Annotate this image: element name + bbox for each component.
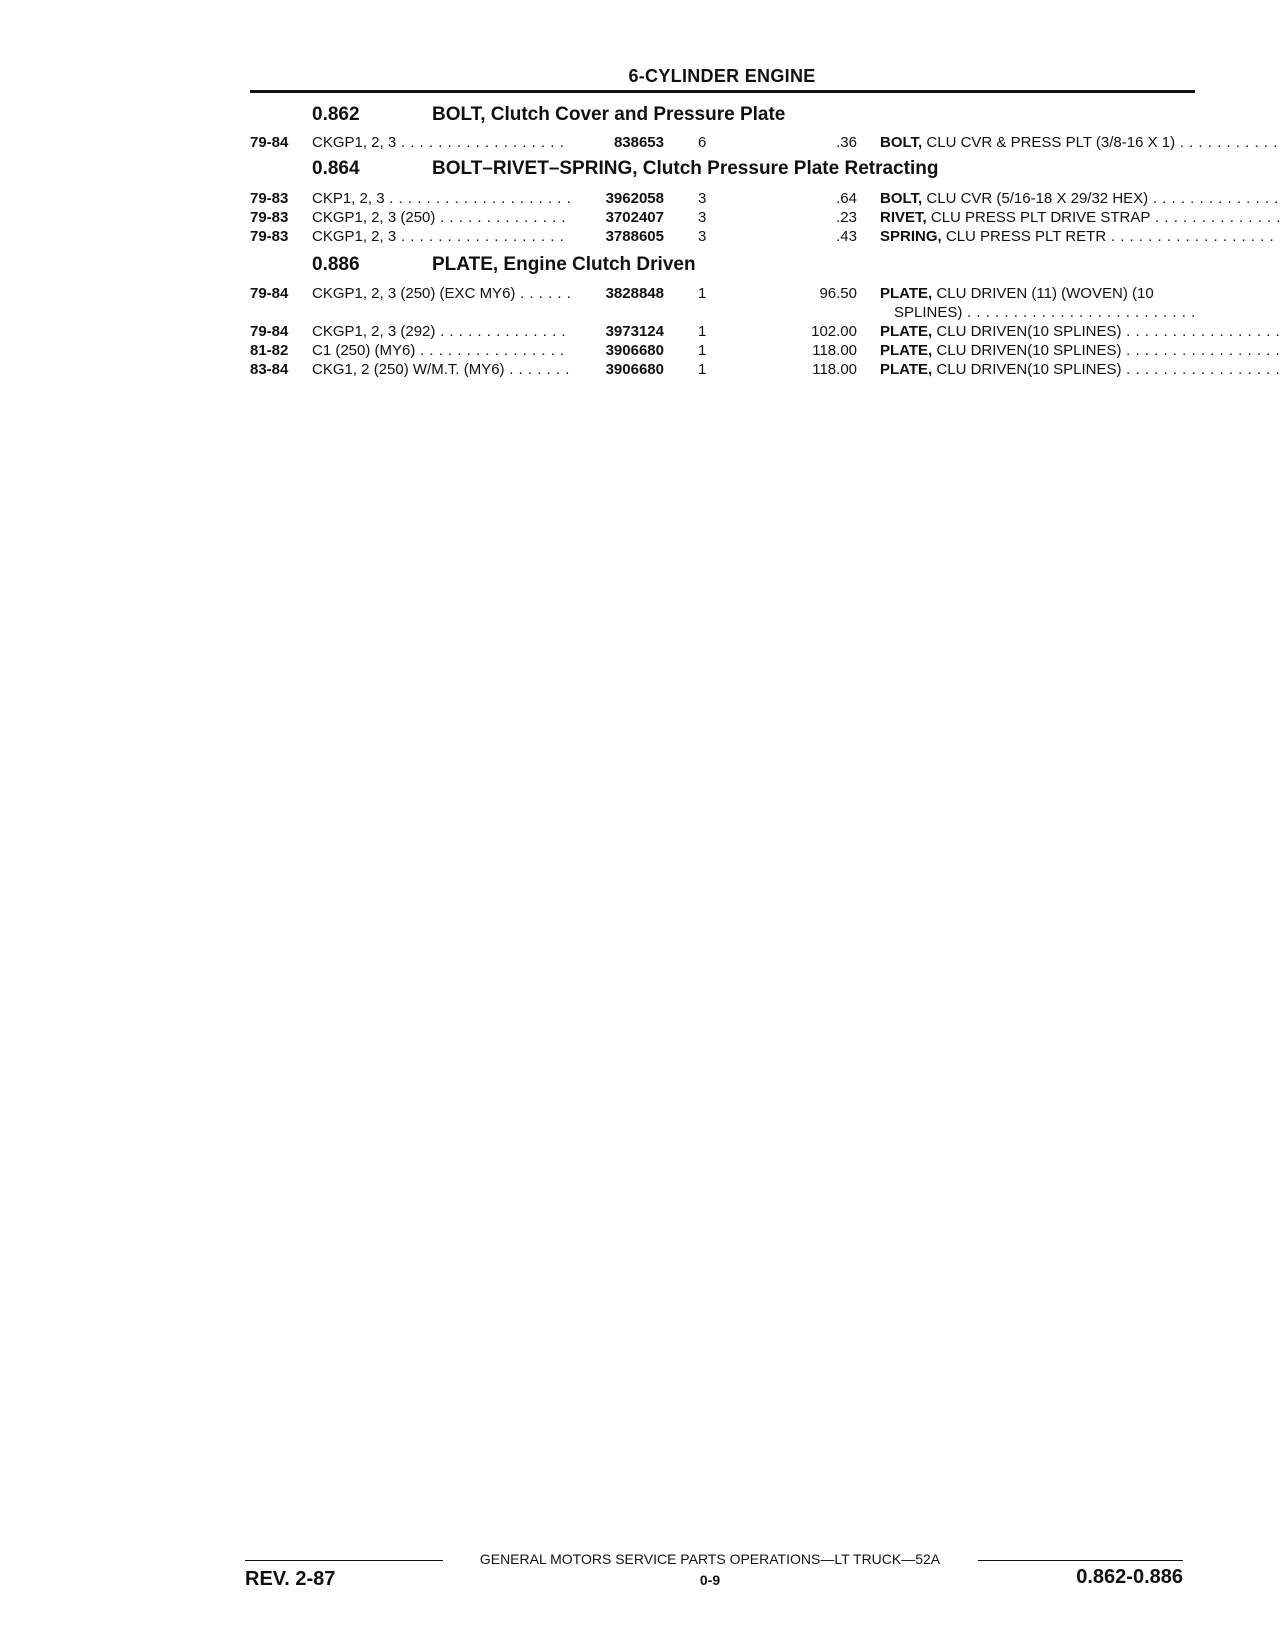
section-heading bbox=[312, 158, 938, 182]
section-title: BOLT–RIVET–SPRING, Clutch Pressure Plate Retracting bbox=[432, 158, 939, 179]
section-number: 0.864 bbox=[312, 158, 360, 179]
years: 79-84 bbox=[250, 323, 289, 340]
footer-publisher: GENERAL MOTORS SERVICE PARTS OPERATIONS—LT TRUCK—52A bbox=[479, 1551, 941, 1567]
revision-label: REV. 2-87 bbox=[245, 1568, 336, 1590]
description-keyword: SPRING, bbox=[880, 228, 942, 245]
application: CKGP1, 2, 3 (250) . . . bbox=[312, 209, 570, 226]
description bbox=[880, 190, 1280, 207]
quantity: 1 bbox=[698, 323, 707, 340]
footer-rule bbox=[245, 1560, 443, 1561]
quantity: 6 bbox=[698, 134, 707, 151]
price: .43 bbox=[836, 228, 857, 245]
section-title: BOLT, Clutch Cover and Pressure Plate bbox=[432, 104, 786, 125]
section-heading bbox=[312, 104, 785, 128]
description-keyword: PLATE, bbox=[880, 323, 933, 340]
description bbox=[880, 361, 1280, 378]
description-keyword: RIVET, bbox=[880, 209, 927, 226]
application: CKGP1, 2, 3 . . . bbox=[312, 228, 570, 245]
price: .36 bbox=[836, 134, 857, 151]
section-range: 0.862-0.886 bbox=[1076, 1566, 1183, 1588]
description bbox=[880, 228, 1280, 245]
price: .64 bbox=[836, 190, 857, 207]
description bbox=[880, 134, 1280, 151]
page-number: 0-9 bbox=[699, 1572, 721, 1588]
price: 96.50 bbox=[819, 285, 857, 302]
years: 81-82 bbox=[250, 342, 289, 359]
quantity: 3 bbox=[698, 209, 707, 226]
section-number: 0.886 bbox=[312, 254, 360, 275]
description bbox=[880, 209, 1280, 226]
part-number: 3906680 bbox=[605, 342, 664, 359]
years: 79-83 bbox=[250, 190, 289, 207]
description-text: CLU DRIVEN(10 SPLINES) bbox=[936, 342, 1122, 359]
description-keyword: PLATE, bbox=[880, 285, 933, 302]
price: 102.00 bbox=[811, 323, 857, 340]
description-keyword: PLATE, bbox=[880, 342, 933, 359]
description-keyword: PLATE, bbox=[880, 361, 933, 378]
header-rule bbox=[250, 90, 1195, 93]
part-number: 3973124 bbox=[605, 323, 664, 340]
years: 79-83 bbox=[250, 209, 289, 226]
part-number: 3788605 bbox=[605, 228, 664, 245]
description bbox=[880, 342, 1280, 359]
description-text: CLU DRIVEN(10 SPLINES) bbox=[936, 361, 1122, 378]
years: 79-83 bbox=[250, 228, 289, 245]
price: 118.00 bbox=[812, 342, 857, 359]
part-number: 3906680 bbox=[605, 361, 664, 378]
price: 118.00 bbox=[812, 361, 857, 378]
years: 83-84 bbox=[250, 361, 289, 378]
application: C1 (250) (MY6) . . . bbox=[312, 342, 570, 359]
quantity: 1 bbox=[698, 285, 707, 302]
application: CKGP1, 2, 3 . . . bbox=[312, 134, 570, 151]
description-text: CLU DRIVEN(10 SPLINES) bbox=[936, 323, 1122, 340]
section-number: 0.862 bbox=[312, 104, 360, 125]
years: 79-84 bbox=[250, 134, 289, 151]
section-title: PLATE, Engine Clutch Driven bbox=[432, 254, 696, 275]
description bbox=[880, 285, 1280, 302]
application: CKGP1, 2, 3 (250) (EXC MY6) . . . bbox=[312, 285, 570, 302]
description-text: CLU CVR (5/16-18 X 29/32 HEX) bbox=[926, 190, 1149, 207]
quantity: 3 bbox=[698, 190, 707, 207]
application: CKGP1, 2, 3 (292) . . . bbox=[312, 323, 570, 340]
description-text: CLU PRESS PLT RETR bbox=[945, 228, 1107, 245]
part-number: 3828848 bbox=[605, 285, 664, 302]
description-keyword: BOLT, bbox=[880, 190, 923, 207]
part-number: 3962058 bbox=[605, 190, 664, 207]
quantity: 1 bbox=[698, 361, 707, 378]
description bbox=[880, 323, 1280, 340]
part-number: 3702407 bbox=[605, 209, 664, 226]
quantity: 3 bbox=[698, 228, 707, 245]
description-continuation: SPLINES) . . . bbox=[894, 304, 1195, 322]
description-text: CLU PRESS PLT DRIVE STRAP bbox=[930, 209, 1151, 226]
application: CKP1, 2, 3 . . . bbox=[312, 190, 570, 207]
description-text: CLU CVR & PRESS PLT (3/8-16 X 1) bbox=[926, 134, 1176, 151]
price: .23 bbox=[836, 209, 857, 226]
quantity: 1 bbox=[698, 342, 707, 359]
section-heading bbox=[312, 254, 696, 278]
years: 79-84 bbox=[250, 285, 289, 302]
description-keyword: BOLT, bbox=[880, 134, 923, 151]
part-number: 838653 bbox=[613, 134, 664, 151]
page-title: 6-CYLINDER ENGINE bbox=[628, 66, 816, 86]
description-text: CLU DRIVEN (11) (WOVEN) (10 bbox=[936, 285, 1154, 302]
footer-rule bbox=[978, 1560, 1183, 1561]
application: CKG1, 2 (250) W/M.T. (MY6) . . . bbox=[312, 361, 570, 378]
